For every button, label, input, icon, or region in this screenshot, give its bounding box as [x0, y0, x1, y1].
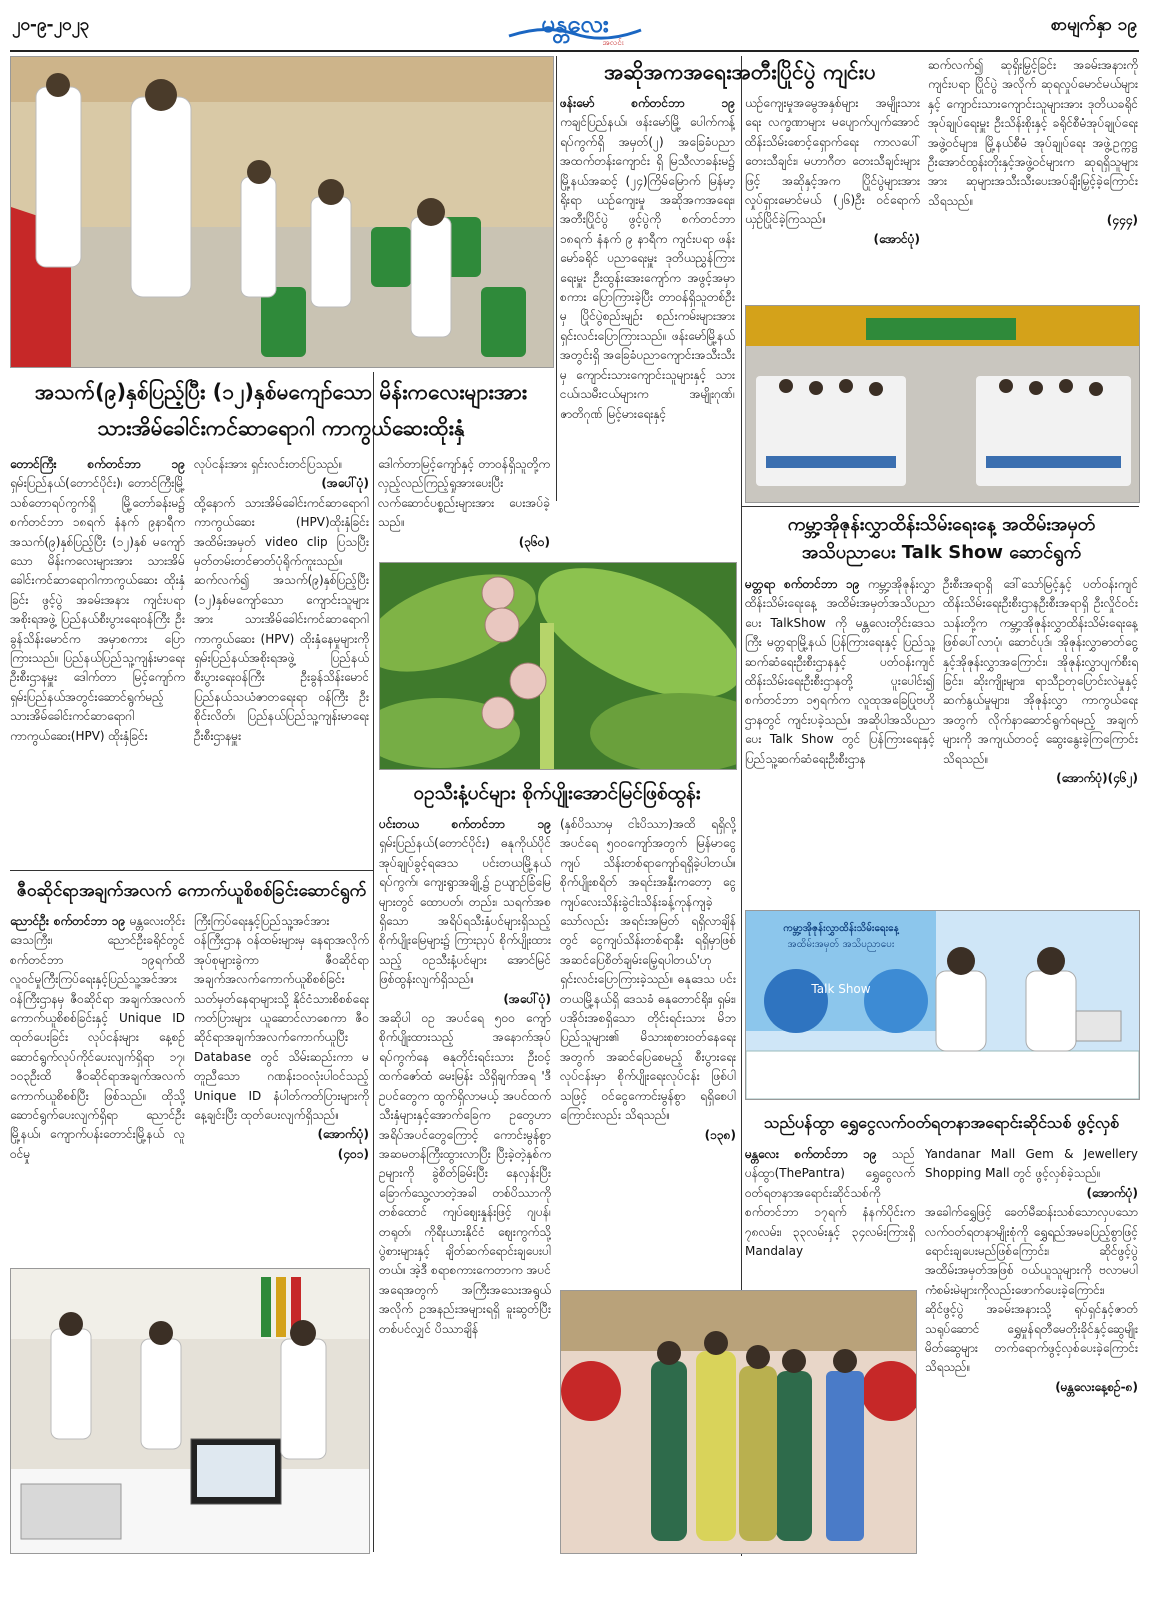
- article-code: (၃၆၀): [518, 534, 550, 549]
- talk-col-1: [745, 575, 935, 905]
- masthead-sub: အလင်း: [602, 38, 624, 47]
- art-assembly-photo: [745, 305, 1140, 503]
- banner-line2: အထိမ်းအမှတ် အသိပညာပေး: [787, 939, 895, 950]
- art-col-3: [928, 56, 1138, 306]
- body-text: ကမ္ဘာ့အိုဇုန်းလွှာထိန်းသိမ်းရေးနေ့ အထိမ်းအမှတ်အသိပညာပေး TalkShow ကို မန္တလေးတိုင်းဒေသကြီး မတ္တရာမြို့နယ် ပြန်ကြားရေးနှင့် ပြည်သူ့ဆက်ဆံရေးဦးစီးဌာနနှင့် ပတ်ဝန်းကျင်ထိန်းသိမ်းရေးဦးစီးဌာနတို့ ပူးပေါင်း၍ စက်တင်ဘာ ၁၅ရက်က လူထုအခြေပြုဗဟိုဌာနတွင် ကျင်းပခဲ့သည်။ အဆိုပါအသိပညာပေး Talk Show တွင် ပြန်ကြားရေးနှင့် ပြည်သူ့ဆက်ဆံရေးဦးစီးဌာန: [745, 577, 935, 766]
- dateline: မတ္တရာ စက်တင်ဘာ ၁၉: [745, 577, 860, 591]
- body-text: ဆက်လက်၍ ဆုရှိးမြှင့်ခြင်း အခမ်းအနားကို ကျင်းပရာ ပြိုင်ပွဲ အလိုက် ဆုရလှုပ်မောင်မယ်များနှင့် ကျောင်းသားကျောင်းသူများအား ဒုတိယခရိုင်အုပ်ချုပ်ရေးမှူး ဦးသိန်းစိုးနှင့် ခရိုင်စီမံအုပ်ချုပ်ရေး အဖွဲ့ဝင်များ၊ မြို့နယ်စီမံ အုပ်ချုပ်ရေး အဖွဲ့ဥက္ကဋ္ဌဦးအောင်ထွန်းတိုးနှင့်အဖွဲ့ဝင်များက ဆုရရှိသူများအား ဆုများအသီးသီးပေးအပ်ချီးမြှင့်ခဲ့ကြောင်း သိရသည်။: [928, 58, 1138, 208]
- body-text: အဆိုပါ ဝဥ အပင်ရေ ၅၀၀ ကျော်စိုက်ပျိုးထားသည့် အနောက်အုပ်ရပ်ကွက်နေ ဓနုတိုင်းရင်းသား ဦးဝင့်ထက်ဇော်ထံ မေးမြန်း သိရှိချက်အရ 'ဒီဥပင်တွေက ထွက်ရှိလာမယ့် အပင်ထက် သီးနှံများနှင့်အောက်ခြေက ဥတွေဟာ အရိပ်အပင်တွေကြောင့် ကောင်းမွန်စွာ အဆမတန်ကြီးထွားလာပြီး ပြီးခဲ့တဲ့နှစ်က ဥများကို ခွဲစိတ်ခြမ်းပြီး နေလှန်းပြီး ခြောက်သွေ့လာတဲ့အခါ တစ်ပိဿာကို တစ်ထောင် ကျပ်ဈေးနှုန်းဖြင့် ဂျပန်၊ တရုတ်၊ ကိုရီးယားနိုင်ငံ ဈေးကွက်သို့ ပွဲစားများနှင့် ချိတ်ဆက်ရောင်းချပေးပါတယ်။ အဲ့ဒီ စရာစကားကေတာက အပင်အရေအတွက် အကြီးအသေးအရွယ် အလိုက် ဥအနည်းအများရရှိ ခူးဆွတ်ပြီးတစ်ပင်လျှင် ပိဿာချိန်: [379, 1011, 551, 1336]
- art-col-1: [560, 94, 735, 554]
- header-rule: [10, 50, 1139, 52]
- banner-line1: ကမ္ဘာ့အိုဇုန်းလွှာထိန်းသိမ်းရေးနေ့: [783, 923, 899, 934]
- dateline: တောင်ကြီး စက်တင်ဘာ ၁၉: [10, 457, 185, 471]
- photo-ref: (အောင်ပုံ): [873, 231, 920, 246]
- photo-ref: (အောက်ပုံ): [1086, 1185, 1138, 1200]
- body-text: မန္တလေးတိုင်းဒေသကြီး၊ ညောင်ဦးခရိုင်တွင် စက်တင်ဘာ ၁၉ရက်ထိ လူဝင်မှုကြီးကြပ်ရေးနှင့်ပြည်သူ့အင်အားဝန်ကြီးဌာနမှ ဇီဝဆိုင်ရာ အချက်အလက်ကောက်ယူစိစစ်ခြင်းနှင့် Unique ID ထုတ်ပေးခြင်း လုပ်ငန်းများ နေ့စဉ် ဆောင်ရွက်လုပ်ကိုင်ပေးလျက်ရှိရာ ၁၇၊၁၀၃ဦးထိ ဇီဝဆိုင်ရာအချက်အလက်ကောက်ယူစိစစ်ပြီး ဖြစ်သည်။ ထိုသို့ ဆောင်ရွက်ပေးလျက်ရှိရာ ညောင်ဦးမြို့နယ်၊ ကျောက်ပန်းတောင်းမြို့နယ် လူဝင်မှု: [10, 914, 185, 1161]
- hpv-title-line2: သားအိမ်ခေါင်းကင်ဆာရောဂါ ကာကွယ်ဆေးထိုးနှံ: [97, 416, 465, 440]
- talk-col-2: [943, 575, 1138, 905]
- photo-ref: (အပေါ်ပုံ): [321, 476, 369, 491]
- article-code: (အောက်ပုံ)(၄၆၂): [1056, 771, 1138, 786]
- turmeric-photo: [379, 562, 737, 770]
- article-code: (၁၃၈): [704, 1127, 736, 1142]
- photo-ref: (အောက်ပုံ): [317, 1127, 369, 1142]
- masthead-logo: [505, 6, 645, 48]
- hpv-title-line1: အသက်(၉)နှစ်ပြည့်ပြီး (၁၂)နှစ်မကျော်သော မိန်းကလေးများအား: [34, 380, 528, 404]
- mall-col-2: [925, 1145, 1138, 1555]
- talk-title-line2: အသိပညာပေး Talk Show ဆောင်ရွက်: [801, 542, 1082, 563]
- photo-ref: (အပေါ်ပုံ): [503, 991, 551, 1006]
- id-col-1: [10, 912, 185, 1257]
- banner-line3: Talk Show: [811, 982, 871, 996]
- divider: [373, 372, 374, 1552]
- dateline: မန္တလေး စက်တင်ဘာ ၁၉: [745, 1147, 877, 1161]
- body-text: ဦးစီးအရာရှိ ဒေါ်သော်မြင့်နှင့် ပတ်ဝန်းကျင်ထိန်းသိမ်းရေးဦးစီးဌာနဦးစီးအရာရှိ ဦးလှိုင်ဝင်းသန်းတို့က ကမ္ဘာ့အိုဇုန်းလွှာထိန်းသိမ်းရေးနေ့ဖြစ်ပေါ်လာပုံ၊ ဆောင်ပုဒ်၊ အိုဇုန်းလွှာဓာတ်ငွေ့နှင့်အိုဇုန်းလွှာအကြောင်း၊ အိုဇုန်းလွှာပျက်စီးရခြင်း၊ ဆိုးကျိုးများ၊ ရာသီဥတုပြောင်းလဲမှုနှင့် ဆက်နွယ်မှုများ၊ အိုဇုန်းလွှာ ကာကွယ်ရေးအတွက် လိုက်နာဆောင်ရွက်ရမည့် အချက်များကို အကျယ်တဝင့် ဆွေးနွေးခဲ့ကြကြောင်းသိရသည်။: [943, 577, 1138, 766]
- talk-title-line1: ကမ္ဘာ့အိုဇုန်းလွှာထိန်းသိမ်းရေးနေ့ အထိမ်းအမှတ်: [787, 514, 1096, 535]
- turmeric-title: ဝဥသီးနံ့ပင်များ စိုက်ပျိုးအောင်မြင်ဖြစ်ထွန်း: [413, 782, 701, 804]
- body-text: Yandanar Mall Gem & Jewellery Shopping Mall တွင် ဖွင့်လှစ်ခဲ့သည်။: [925, 1147, 1138, 1181]
- art-title: အဆိုအကအရေးအတီးပြိုင်ပွဲ ကျင်းပ: [604, 60, 876, 84]
- article-code: (၄၄၄): [1106, 213, 1138, 228]
- hpv-ceremony-photo: [10, 56, 554, 368]
- body-text: ထို့နောက် သားအိမ်ခေါင်းကင်ဆာရောဂါ ကာကွယ်ဆေး (HPV)ထိုးနှံခြင်း အထိမ်းအမှတ် video clip ပြသပြီး မှတ်တမ်းတင်ဓာတ်ပုံရိုက်ကူးသည်။ ဆက်လက်၍ အသက်(၉)နှစ်ပြည့်ပြီး (၁၂)နှစ်မကျော်သော ကျောင်းသူများအား သားအိမ်ခေါင်းကင်ဆာရောဂါ ကာကွယ်ဆေး (HPV) ထိုးနှံနေမှုများကို ရှမ်းပြည်နယ်အစိုးရအဖွဲ့ ပြည်နယ်စီးပွားရေးဝန်ကြီး ဦးခွန်သိန်းမောင်ပြည်နယ်သယံဇာတရေးရာ ဝန်ကြီး ဦးစိုင်းလိတ်၊ ပြည်နယ်ပြည်သူ့ကျန်းမာရေးဦးစီးဌာနမှူး: [194, 495, 369, 743]
- source-credit: (မန္တလေးနေ့စဉ်-၈): [1055, 1379, 1138, 1394]
- id-col-2: [194, 912, 369, 1257]
- page-number: စာမျက်နှာ ၁၉: [1050, 15, 1137, 35]
- masthead-title: မန္တလေး: [541, 10, 609, 38]
- art-col-2: [745, 94, 920, 324]
- body-text: ယဉ်ကျေးမှုအမွေအနှစ်များ အမျိုးသားရေး လက္ခဏာများ မပျောက်ပျက်အောင် ထိန်းသိမ်းစောင့်ရှောက်ရေး ကာလပေါ်တေးသီချင်း၊ မဟာဂီတ တေးသီချင်းများဖြင့် အဆိုနှင့်အက ပြိုင်ပွဲများအား လှုပ်ရှားမောင်မယ် (၂၆)ဦး ဝင်ရောက်ယှဉ်ပြိုင်ခဲ့ကြသည်။: [745, 96, 920, 227]
- hpv-col-1: [10, 455, 185, 865]
- turmeric-col-2: [560, 815, 736, 1285]
- id-registration-photo: [10, 1268, 370, 1554]
- mall-opening-photo: [560, 1290, 917, 1554]
- divider: [10, 870, 373, 871]
- divider: [556, 56, 557, 501]
- body-text: ရှမ်းပြည်နယ်(တောင်ပိုင်း) ဓနုကိုယ်ပိုင်အုပ်ချုပ်ခွင့်ရဒေသ ပင်းတယမြို့နယ် ရပ်ကွက်၊ ကျေးရွာအချို့၌ ဥယျာဉ်ခြံမြေများတွင် ထောပတ်၊ တည်း၊ သရက်အစရှိသော အရိပ်ရသီးနှံပင်များရှိသည့် စိုက်ပျိုးမြေများ၌ ကြားညှပ် စိုက်ပျိုးထားသည့် ဝဥသီးနံ့ပင်များ အောင်မြင်ဖြစ်ထွန်းလျက်ရှိသည်။: [379, 836, 551, 987]
- page-date: ၂၀-၉-၂၀၂၃: [12, 15, 90, 35]
- body-text: သည်ပန်ထွာ(ThePantra) ရွှေငွေလက်ဝတ်ရတနာအရောင်းဆိုင်သစ်ကို စက်တင်ဘာ ၁၇ရက် နံနက်ပိုင်းက ၇၈လမ်း၊ ၃၃လမ်းနှင့် ၃၄လမ်းကြားရှိ Mandalay: [745, 1147, 915, 1259]
- body-text: ကချင်ပြည်နယ်၊ ဖန်းမော်မြို့ ပေါက်ကန့်ရပ်ကွက်ရှိ အမှတ်(၂) အခြေခံပညာအထက်တန်းကျောင်း ရှိ မြသီလာခန်းမ၌ မြို့နယ်အဆင့် (၂၄)ကြိမ်မြောက် မြန်မာ့ရိုးရာ ယဉ်ကျေးမှု အဆိုအကအရေး၊ အတီးပြိုင်ပွဲ ဖွင့်ပွဲကို စက်တင်ဘာ ၁၈ရက် နံနက် ၉ နာရီက ကျင်းပရာ ဖန်းမော်ခရိုင် ပညာရေးမှူး ဒုတိယညွှန်ကြားရေးမှူး ဦးထွန်းအေးကျော်က အဖွင့်အမှာစကား ပြောကြားခဲ့ပြီး တာဝန်ရှိသူတစ်ဦးမှ ပြိုင်ပွဲစည်းမျဉ်း စည်းကမ်းများအား ရှင်းလင်းပြောကြားသည်။ ဖန်းမော်မြို့နယ်အတွင်းရှိ အခြေခံပညာကျောင်းအသီးသီးမှ ကျောင်းသားကျောင်းသူများနှင့် သားငယ်၊သမီးငယ်များက အမျိုးဂုဏ်၊ဇာတိဂုဏ် မြင့်မားရေးနှင့်: [560, 115, 735, 421]
- talk-show-photo: [745, 910, 1140, 1100]
- body-text: (နှစ်ပိဿာမှ ငါးပိဿာ)အထိ ရရှိလို့ အပင်ရေ ၅၀၀ကျော်အတွက် မြန်မာငွေကျပ် သိန်းတစ်ရာကျော်ရရှိခဲ့ပါတယ်။ စိုက်ပျိုးစရိတ် အရင်းအနှီးကတော့ ငွေကျပ်လေးသိန်းခွဲငါးသိန်းခန့်ကုန်ကျခဲ့သော်လည်း အရင်းအမြတ် ရရှိလာချိန်တွင် ငွေကျပ်သိန်းတစ်ရာနှီး ရရှိမှာဖြစ် အဆင်ပြေစိတ်ချမ်းမြေ့ရပါတယ်'ဟု ရှင်းလင်းပြောကြားခဲ့သည်။ ဓနုဒေသ ပင်းတယမြို့နယ်ရှိ ဒေသခံ ဓနုတောင်ရိုး၊ ရှမ်း၊ ပအိုဝ်းအစရှိသော တိုင်းရင်းသား မိဘပြည်သူများ၏ မိသားစုစားဝတ်နေရေးအတွက် အဆင်ပြေစေမည့် စီးပွားရေးလုပ်ငန်းမှာ စိုက်ပျိုးရေးလုပ်ငန်း ဖြစ်ပါသဖြင့် ဝင်ငွေကောင်းမွန်စွာ ရရှိစေပါကြောင်းလည်း သိရသည်။: [560, 817, 736, 1123]
- dateline: ဖန်းမော် စက်တင်ဘာ ၁၉: [560, 96, 735, 110]
- mall-col-1: [745, 1145, 915, 1280]
- id-title: ဇီဝဆိုင်ရာအချက်အလက် ကောက်ယူစိစစ်ခြင်းဆောင်ရွက်: [16, 881, 367, 901]
- dateline: ညောင်ဦး စက်တင်ဘာ ၁၉: [10, 914, 126, 928]
- divider: [741, 506, 1139, 507]
- article-code: (၄၀၁): [337, 1146, 369, 1161]
- body-text: ဒေါက်တာမြင့်ကျော်နှင့် တာဝန်ရှိသူတို့က လှည့်လည်ကြည့်ရှုအားပေးပြီး လက်ဆောင်ပစ္စည်းများအား ပေးအပ်ခဲ့သည်။: [378, 457, 550, 530]
- body-text: ကြီးကြပ်ရေးနှင့်ပြည်သူ့အင်အားဝန်ကြီးဌာန ဝန်ထမ်းများမှ နေရာအလိုက် အုပ်စုများခွဲကာ ဇီဝဆိုင်ရာအချက်အလက်ကောက်ယူစိစစ်ခြင်းသတ်မှတ်နေရာများသို့ နိုင်ငံသားစိစစ်ရေးကတ်ပြားများ ယူဆောင်လာစေကာ ဇီဝဆိုင်ရာအချက်အလက်ကောက်ယူပြီး Database တွင် သိမ်းဆည်းကာ မတူညီသော ဂဏန်း၁၀လုံးပါဝင်သည့် Unique ID နံပါတ်ကတ်ပြားများကို နေ့ချင်းပြီး ထုတ်ပေးလျက်ရှိသည်။: [194, 914, 369, 1123]
- body-text: လုပ်ငန်းအား ရှင်းလင်းတင်ပြသည်။: [194, 457, 343, 471]
- mall-title: သည်ပန်ထွာ ရွှေငွေလက်ဝတ်ရတနာအရောင်းဆိုင်သစ် ဖွင့်လှစ်: [763, 1113, 1120, 1132]
- body-text: ရှမ်းပြည်နယ်(တောင်ပိုင်း)၊ တောင်ကြီးမြို့သစ်တောရပ်ကွက်ရှိ မြို့တော်ခန်းမ၌ စက်တင်ဘာ ၁၈ရက် နံနက် ၉နာရီက အသက်(၉)နှစ်ပြည့်ပြီး (၁၂)နှစ် မကျော်သော မိန်းကလေးများအား သားအိမ်ခေါင်းကင်ဆာရောဂါကာကွယ်ဆေး ထိုးနှံခြင်း ဖွင့်ပွဲ အခမ်းအနား ကျင်းပရာ အစိုးရအဖွဲ့ ပြည်နယ်စီးပွားရေးဝန်ကြီး ဦးခွန်သိန်းမောင်က အမှာစကား ပြောကြားသည်။ ပြည်နယ်ပြည်သူ့ကျန်းမာရေးဦးစီးဌာနမှူး ဒေါက်တာ မြင့်ကျော်က ရှမ်းပြည်နယ်အတွင်းဆောင်ရွက်မည့် သားအိမ်ခေါင်းကင်ဆာရောဂါကာကွယ်ဆေး(HPV) ထိုးနှံခြင်း: [10, 476, 185, 743]
- hpv-col-3: [378, 455, 550, 555]
- body-text: အခေါက်ရွှေဖြင့် ခေတ်မီဆန်းသစ်သောလှပသော လက်ဝတ်ရတနာမျိုးစုံကို ရွှေရည်အမခပြည့်စွာဖြင့် ရောင်းချပေးမည်ဖြစ်ကြောင်း၊ ဆိုင်ဖွင့်ပွဲ အထိမ်းအမှတ်အဖြစ် ဝယ်ယူသူများကို ဗလာမပါ ကံစမ်းမဲများကိုလည်းဖောက်ပေးခဲ့ကြောင်း၊ ဆိုင်ဖွင့်ပွဲ အခမ်းအနားသို့ ရုပ်ရှင်နှင့်ဇာတ်သရုပ်ဆောင် ရွှေမှုန်ရတီမေတိုးခိုင်နှင့်ဆွေမျိုး မိတ်ဆွေများ တက်ရောက်ဖွင့်လှစ်ပေးခဲ့ကြောင်း သိရသည်။: [925, 1205, 1138, 1375]
- dateline: ပင်းတယ စက်တင်ဘာ ၁၉: [379, 817, 551, 831]
- hpv-col-2: [194, 455, 369, 865]
- turmeric-col-1: [379, 815, 551, 1550]
